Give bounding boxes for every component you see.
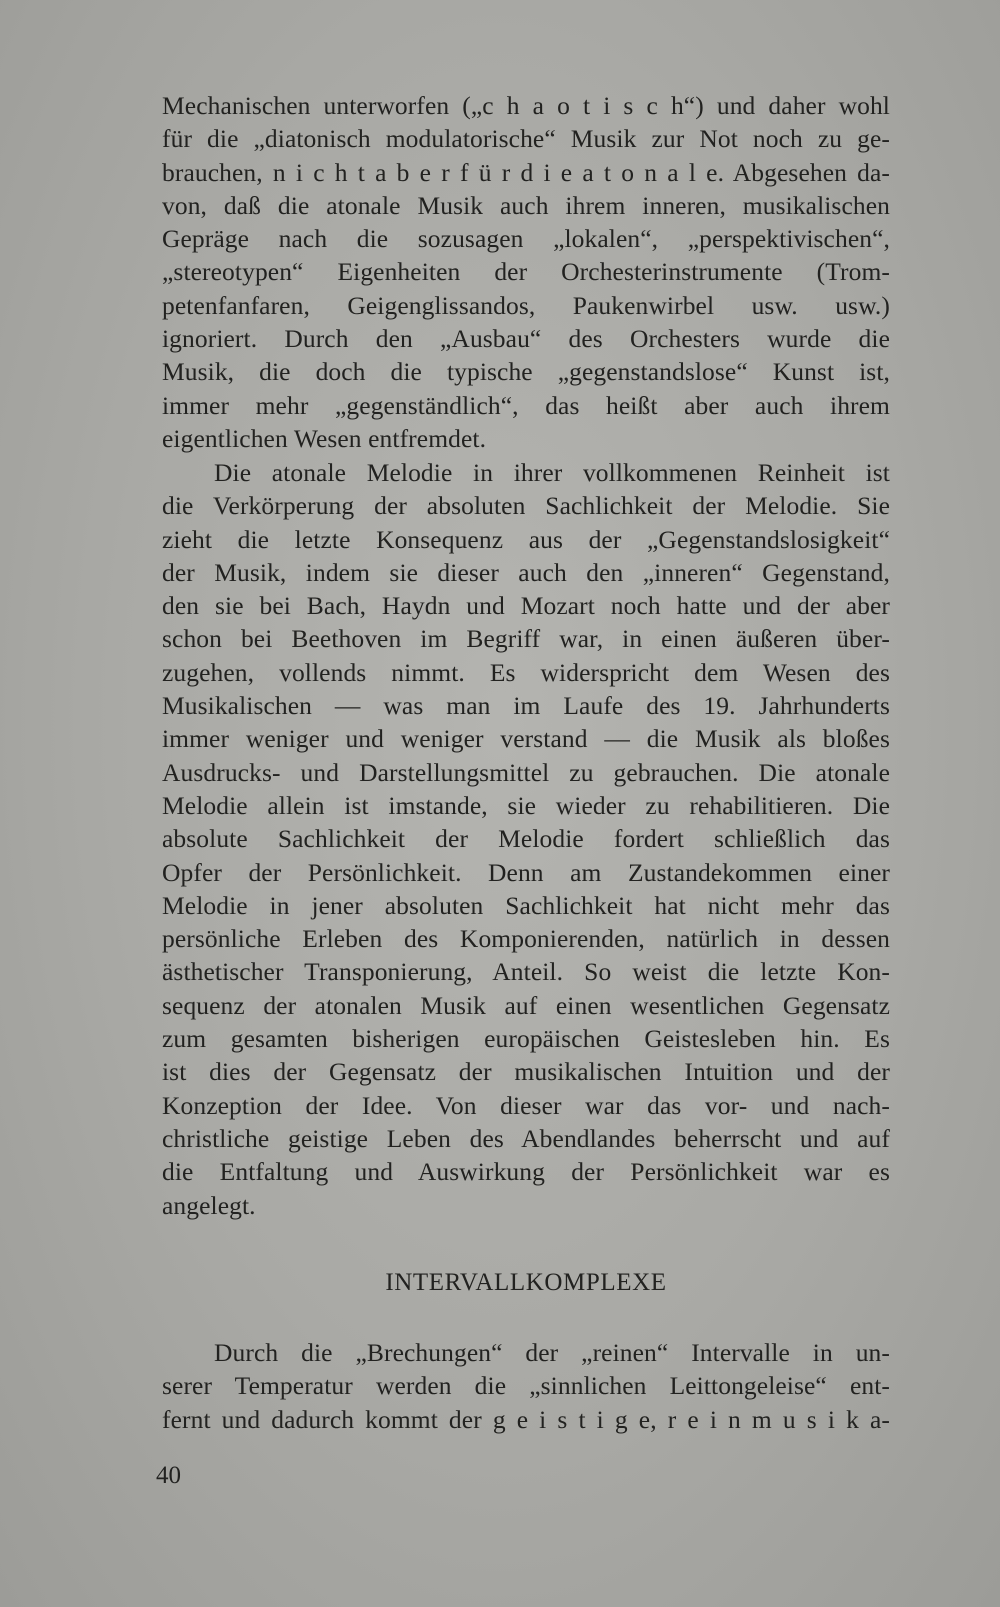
text-line: eigentlichen Wesen entfremdet. xyxy=(162,423,487,453)
text-line: von, daß die atonale Musik auch ihrem inneren, musikalischen xyxy=(162,190,890,220)
text-line: ignoriert. Durch den „Ausbau“ des Orchesters wurde die xyxy=(162,324,890,354)
text-line: Melodie allein ist imstande, sie wieder zu rehabilitieren. Die xyxy=(162,790,890,820)
text-line: der Musik, indem sie dieser auch den „inneren“ Gegenstand, xyxy=(162,557,890,587)
text-line: Melodie in jener absoluten Sachlichkeit hat nicht mehr das xyxy=(162,890,890,920)
text-line: Opfer der Persönlichkeit. Denn am Zustandekommen einer xyxy=(162,857,890,887)
text-line: immer mehr „gegenständlich“, das heißt aber auch ihrem xyxy=(162,390,890,420)
text-line: angelegt. xyxy=(162,1190,256,1220)
text-line: Durch die „Brechungen“ der „reinen“ Intervalle in un- xyxy=(214,1338,890,1367)
text-line: Ausdrucks- und Darstellungsmittel zu gebrauchen. Die atonale xyxy=(162,757,890,787)
text-line: immer weniger und weniger verstand — die Musik als bloßes xyxy=(162,724,890,754)
text-line: zieht die letzte Konsequenz aus der „Gegenstandslosigkeit“ xyxy=(162,524,890,554)
text-line: Konzeption der Idee. Von dieser war das vor- und nach- xyxy=(162,1090,890,1120)
text-line: Musik, die doch die typische „gegenstandslose“ Kunst ist, xyxy=(162,357,890,387)
text-line: Die atonale Melodie in ihrer vollkommenen Reinheit ist xyxy=(214,458,890,487)
paragraph-1 xyxy=(162,89,890,455)
text-line: ist dies der Gegensatz der musikalischen Intuition und der xyxy=(162,1057,890,1087)
text-line: für die „diatonisch modulatorische“ Musik zur Not noch zu ge- xyxy=(162,124,890,154)
paragraph-3 xyxy=(162,1336,890,1436)
section-heading: INTERVALLKOMPLEXE xyxy=(385,1269,667,1296)
text-line: „stereotypen“ Eigenheiten der Orchesterinstrumente (Trom- xyxy=(162,257,890,287)
text-line: zum gesamten bisherigen europäischen Geistesleben hin. Es xyxy=(162,1024,890,1054)
text-line: Mechanischen unterworfen („c h a o t i s c h“) und daher wohl xyxy=(162,91,890,120)
text-line: den sie bei Bach, Haydn und Mozart noch hatte und der aber xyxy=(162,591,890,621)
text-line: christliche geistige Leben des Abendlandes beherrscht und auf xyxy=(162,1123,890,1153)
paragraph-2 xyxy=(162,456,890,1222)
text-line: Gepräge nach die sozusagen „lokalen“, „perspektivischen“, xyxy=(162,224,890,254)
page-number: 40 xyxy=(156,1462,181,1489)
text-line: petenfanfaren, Geigenglissandos, Paukenwirbel usw. usw.) xyxy=(162,290,890,320)
text-line: absolute Sachlichkeit der Melodie fordert schließlich das xyxy=(162,824,890,854)
text-line: die Entfaltung und Auswirkung der Persönlichkeit war es xyxy=(162,1157,890,1187)
text-line: ästhetischer Transponierung, Anteil. So weist die letzte Kon- xyxy=(162,957,890,987)
text-line: brauchen, n i c h t a b e r f ü r d i e a t o n a l e. Abgesehen da- xyxy=(162,157,890,187)
text-line: fernt und dadurch kommt der g e i s t i g e, r e i n m u s i k a- xyxy=(162,1404,890,1434)
text-line: persönliche Erleben des Komponierenden, natürlich in dessen xyxy=(162,924,890,954)
text-line: Musikalischen — was man im Laufe des 19. Jahrhunderts xyxy=(162,691,890,721)
text-line: schon bei Beethoven im Begriff war, in einen äußeren über- xyxy=(162,624,890,654)
text-line: serer Temperatur werden die „sinnlichen Leittongeleise“ ent- xyxy=(162,1371,890,1401)
text-line: die Verkörperung der absoluten Sachlichkeit der Melodie. Sie xyxy=(162,491,890,521)
text-line: zugehen, vollends nimmt. Es widerspricht dem Wesen des xyxy=(162,657,890,687)
text-line: sequenz der atonalen Musik auf einen wesentlichen Gegensatz xyxy=(162,990,890,1020)
